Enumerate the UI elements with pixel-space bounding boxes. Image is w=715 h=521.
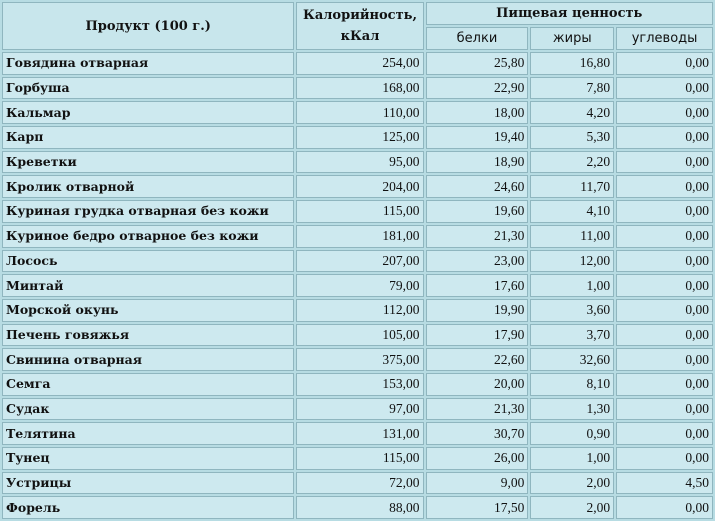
fat-cell: 0,90: [530, 422, 614, 445]
carbs-cell: 0,00: [616, 126, 713, 149]
product-name-cell: Лосось: [2, 250, 294, 273]
calories-cell: 115,00: [296, 447, 423, 470]
product-name-cell: Горбуша: [2, 77, 294, 100]
calories-cell: 181,00: [296, 225, 423, 248]
header-calories: Калорийность, кКал: [296, 2, 423, 50]
protein-cell: 21,30: [426, 225, 529, 248]
calories-cell: 207,00: [296, 250, 423, 273]
fat-cell: 1,30: [530, 398, 614, 421]
product-name-cell: Карп: [2, 126, 294, 149]
table-row: [2, 274, 713, 297]
protein-cell: 22,90: [426, 77, 529, 100]
calories-cell: 115,00: [296, 200, 423, 223]
product-name-cell: Устрицы: [2, 472, 294, 495]
protein-cell: 24,60: [426, 175, 529, 198]
table-row: [2, 126, 713, 149]
table-row: [2, 447, 713, 470]
carbs-cell: 0,00: [616, 447, 713, 470]
product-name-cell: Говядина отварная: [2, 52, 294, 75]
product-name-cell: Судак: [2, 398, 294, 421]
product-name-cell: Телятина: [2, 422, 294, 445]
fat-cell: 7,80: [530, 77, 614, 100]
protein-cell: 23,00: [426, 250, 529, 273]
fat-cell: 11,70: [530, 175, 614, 198]
carbs-cell: 0,00: [616, 422, 713, 445]
product-name-cell: Кальмар: [2, 101, 294, 124]
carbs-cell: 0,00: [616, 151, 713, 174]
calories-cell: 168,00: [296, 77, 423, 100]
carbs-cell: 0,00: [616, 250, 713, 273]
carbs-cell: 0,00: [616, 324, 713, 347]
carbs-cell: 0,00: [616, 77, 713, 100]
product-name-cell: Форель: [2, 496, 294, 519]
product-name-cell: Креветки: [2, 151, 294, 174]
carbs-cell: 0,00: [616, 348, 713, 371]
product-name-cell: Кролик отварной: [2, 175, 294, 198]
table-row: [2, 422, 713, 445]
product-name-cell: Семга: [2, 373, 294, 396]
table-row: [2, 373, 713, 396]
calories-cell: 153,00: [296, 373, 423, 396]
header-nutrition-group: Пищевая ценность: [426, 2, 713, 25]
table-row: [2, 175, 713, 198]
carbs-cell: 0,00: [616, 225, 713, 248]
table-row: [2, 101, 713, 124]
carbs-cell: 0,00: [616, 398, 713, 421]
protein-cell: 17,60: [426, 274, 529, 297]
fat-cell: 12,00: [530, 250, 614, 273]
product-name-cell: Тунец: [2, 447, 294, 470]
table-row: [2, 200, 713, 223]
calories-cell: 375,00: [296, 348, 423, 371]
product-name-cell: Свинина отварная: [2, 348, 294, 371]
fat-cell: 2,00: [530, 472, 614, 495]
table-row: [2, 348, 713, 371]
fat-cell: 2,00: [530, 496, 614, 519]
protein-cell: 17,90: [426, 324, 529, 347]
calories-cell: 79,00: [296, 274, 423, 297]
carbs-cell: 0,00: [616, 496, 713, 519]
carbs-cell: 0,00: [616, 274, 713, 297]
calories-cell: 110,00: [296, 101, 423, 124]
fat-cell: 4,20: [530, 101, 614, 124]
calories-cell: 204,00: [296, 175, 423, 198]
fat-cell: 4,10: [530, 200, 614, 223]
carbs-cell: 0,00: [616, 52, 713, 75]
product-name-cell: Печень говяжья: [2, 324, 294, 347]
protein-cell: 20,00: [426, 373, 529, 396]
product-name-cell: Куриная грудка отварная без кожи: [2, 200, 294, 223]
table-row: [2, 225, 713, 248]
calories-cell: 105,00: [296, 324, 423, 347]
protein-cell: 26,00: [426, 447, 529, 470]
protein-cell: 19,90: [426, 299, 529, 322]
header-carbs: углеводы: [616, 27, 713, 50]
fat-cell: 16,80: [530, 52, 614, 75]
calories-cell: 88,00: [296, 496, 423, 519]
calories-cell: 254,00: [296, 52, 423, 75]
fat-cell: 32,60: [530, 348, 614, 371]
fat-cell: 1,00: [530, 274, 614, 297]
product-name-cell: Куриное бедро отварное без кожи: [2, 225, 294, 248]
protein-cell: 9,00: [426, 472, 529, 495]
fat-cell: 1,00: [530, 447, 614, 470]
protein-cell: 17,50: [426, 496, 529, 519]
calories-cell: 72,00: [296, 472, 423, 495]
fat-cell: 3,60: [530, 299, 614, 322]
protein-cell: 30,70: [426, 422, 529, 445]
protein-cell: 18,90: [426, 151, 529, 174]
protein-cell: 21,30: [426, 398, 529, 421]
calories-cell: 125,00: [296, 126, 423, 149]
protein-cell: 19,60: [426, 200, 529, 223]
calories-cell: 112,00: [296, 299, 423, 322]
protein-cell: 22,60: [426, 348, 529, 371]
header-fat: жиры: [530, 27, 614, 50]
product-name-cell: Минтай: [2, 274, 294, 297]
calories-cell: 95,00: [296, 151, 423, 174]
table-row: [2, 324, 713, 347]
table-row: [2, 496, 713, 519]
protein-cell: 19,40: [426, 126, 529, 149]
fat-cell: 11,00: [530, 225, 614, 248]
protein-cell: 25,80: [426, 52, 529, 75]
carbs-cell: 4,50: [616, 472, 713, 495]
table-body: [2, 52, 713, 519]
table-row: [2, 398, 713, 421]
carbs-cell: 0,00: [616, 175, 713, 198]
product-name-cell: Морской окунь: [2, 299, 294, 322]
table-header: [2, 2, 713, 50]
table-row: [2, 151, 713, 174]
table-row: [2, 299, 713, 322]
carbs-cell: 0,00: [616, 299, 713, 322]
table-row: [2, 52, 713, 75]
carbs-cell: 0,00: [616, 373, 713, 396]
fat-cell: 3,70: [530, 324, 614, 347]
fat-cell: 8,10: [530, 373, 614, 396]
fat-cell: 5,30: [530, 126, 614, 149]
table-row: [2, 77, 713, 100]
calories-cell: 131,00: [296, 422, 423, 445]
fat-cell: 2,20: [530, 151, 614, 174]
protein-cell: 18,00: [426, 101, 529, 124]
table-row: [2, 472, 713, 495]
table-row: [2, 250, 713, 273]
carbs-cell: 0,00: [616, 200, 713, 223]
calories-cell: 97,00: [296, 398, 423, 421]
carbs-cell: 0,00: [616, 101, 713, 124]
header-product: Продукт (100 г.): [2, 2, 294, 50]
header-protein: белки: [426, 27, 529, 50]
